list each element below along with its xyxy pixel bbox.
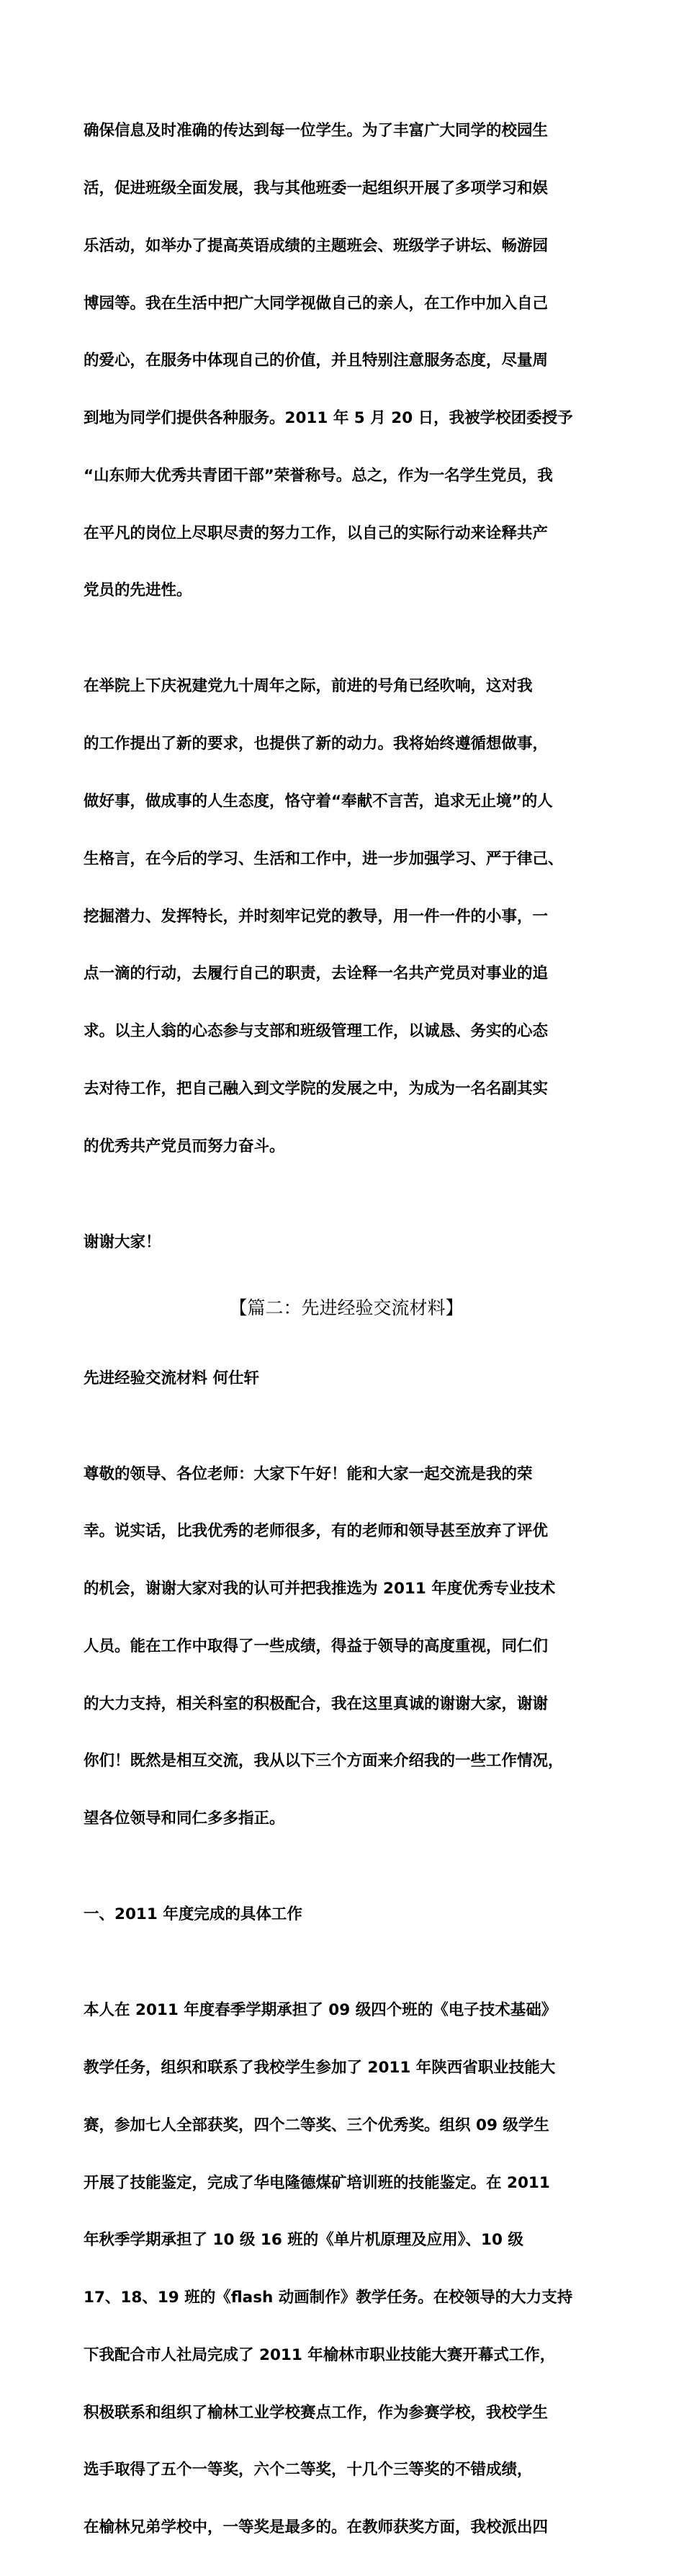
text-line: 去对待工作，把自己融入到文学院的发展之中，为成为一名名副其实 [84,1079,549,1098]
paragraph-work-details [84,1963,609,2576]
text-line: 本人在 2011 年度春季学期承担了 09 级四个班的《电子技术基础》 [84,2001,557,2020]
text-line: 开展了技能鉴定，完成了华电隆德煤矿培训班的技能鉴定。在 2011 [84,2173,550,2192]
text-line: 党员的先进性。 [84,581,192,600]
paragraph-student-work [84,84,609,639]
text-line: 17、18、19 班的《flash 动画制作》教学任务。在校领导的大力支持 [84,2289,573,2307]
paragraph-greeting [84,1426,609,1867]
text-line: 你们！既然是相互交流，我从以下三个方面来介绍我的一些工作情况， [84,1752,564,1771]
thanks-line [84,1194,609,1290]
text-line: 在平凡的岗位上尽职尽责的努力工作，以自己的实际行动来诠释共产 [84,524,549,542]
text-line: 教学任务，组织和联系了我校学生参加了 2011 年陕西省职业技能大 [84,2058,556,2077]
text-line: 生格言，在今后的学习、生活和工作中，进一步加强学习、严于律己、 [84,849,564,868]
text-line: 尊敬的领导、各位老师：大家下午好！能和大家一起交流是我的荣 [84,1464,533,1483]
text-line: 望各位领导和同仁多多指正。 [84,1810,285,1828]
text-line: 年秋季学期承担了 10 级 16 班的《单片机原理及应用》、10 级 [84,2231,523,2250]
text-line: 活，促进班级全面发展，我与其他班委一起组织开展了多项学习和娱 [84,179,549,197]
text-line: 一、2011 年度完成的具体工作 [84,1905,302,1924]
text-line: 的机会，谢谢大家对我的认可并把我推选为 2011 年度优秀专业技术 [84,1580,556,1598]
text-line: 在榆林兄弟学校中，一等奖是最多的。在教师获奖方面，我校派出四 [84,2518,549,2537]
subtitle [84,1331,609,1426]
document-page [84,84,609,2576]
text-line: 乐活动，如举办了提高英语成绩的主题班会、班级学子讲坛、畅游园 [84,236,549,255]
text-line: 在举院上下庆祝建党九十周年之际，前进的号角已经吹响，这对我 [84,677,533,696]
paragraph-party-anniversary [84,639,609,1194]
text-line: 博园等。我在生活中把广大同学视做自己的亲人，在工作中加入自己 [84,294,549,313]
text-line: 下我配合市人社局完成了 2011 年榆林市职业技能大赛开幕式工作， [84,2345,556,2364]
text-line: 积极联系和组织了榆林工业学校赛点工作，作为参赛学校，我校学生 [84,2403,549,2422]
text-line: 赛，参加七人全部获奖，四个二等奖、三个优秀奖。组织 09 级学生 [84,2116,549,2134]
text-line: “山东师大优秀共青团干部”荣誉称号。总之，作为一名学生党员，我 [84,466,553,485]
text-line: 幸。说实话，比我优秀的老师很多，有的老师和领导甚至放弃了评优 [84,1522,549,1541]
text-line: 先进经验交流材料 何仕轩 [84,1369,259,1387]
text-line: 的工作提出了新的要求，也提供了新的动力。我将始终遵循想做事， [84,735,549,753]
text-line: 谢谢大家！ [84,1233,161,1251]
text-line: 挖掘潜力、发挥特长，并时刻牢记党的教导，用一件一件的小事，一 [84,907,549,926]
text-line: 做好事，做成事的人生态度，恪守着“奉献不言苦，追求无止境”的人 [84,792,553,810]
text-line: 的优秀共产党员而努力奋斗。 [84,1137,285,1155]
text-line: 求。以主人翁的心态参与支部和班级管理工作，以诚恳、务实的心态 [84,1022,549,1041]
section-heading: 【篇二：先进经验交流材料】 [229,1297,464,1319]
subsection-heading [84,1867,609,1963]
text-line: 点一滴的行动，去履行自己的职责，去诠释一名共产党员对事业的追 [84,965,549,983]
text-line: 的大力支持，相关科室的积极配合，我在这里真诚的谢谢大家，谢谢 [84,1694,549,1713]
text-line: 选手取得了五个一等奖，六个二等奖，十几个三等奖的不错成绩， [84,2461,533,2479]
text-line: 人员。能在工作中取得了一些成绩，得益于领导的高度重视，同仁们 [84,1637,549,1655]
text-line: 到地为同学们提供各种服务。2011 年 5 月 20 日，我被学校团委授予 [84,409,573,428]
text-line: 确保信息及时准确的传达到每一位学生。为了丰富广大同学的校园生 [84,122,549,140]
text-line: 的爱心，在服务中体现自己的价值，并且特别注意服务态度，尽量周 [84,352,549,370]
